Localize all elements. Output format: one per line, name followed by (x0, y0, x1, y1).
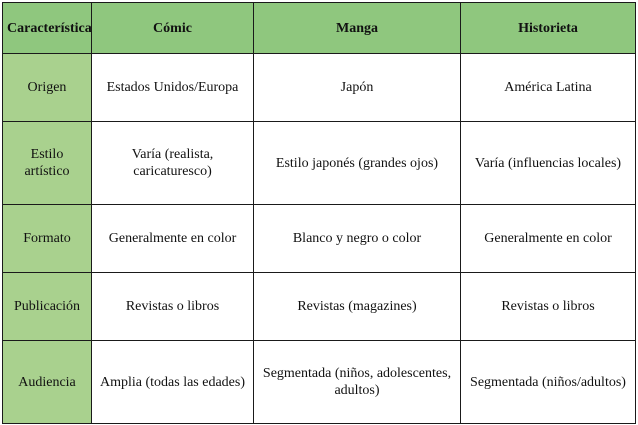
table-cell: Varía (realista, caricaturesco) (92, 122, 254, 205)
table-cell: Blanco y negro o color (254, 205, 461, 273)
table-cell: Revistas o libros (461, 273, 636, 341)
table-cell: Japón (254, 54, 461, 122)
header-cell-historieta: Historieta (461, 3, 636, 54)
table-cell: Revistas o libros (92, 273, 254, 341)
row-label-origen: Origen (3, 54, 92, 122)
row-label-publicacion: Publicación (3, 273, 92, 341)
table-cell: América Latina (461, 54, 636, 122)
table-cell: Amplia (todas las edades) (92, 341, 254, 424)
table-cell: Generalmente en color (92, 205, 254, 273)
row-label-audiencia: Audiencia (3, 341, 92, 424)
table-row (3, 205, 636, 273)
table-cell: Varía (influencias locales) (461, 122, 636, 205)
table-row (3, 54, 636, 122)
row-label-estilo-artistico: Estilo artístico (3, 122, 92, 205)
table-cell: Segmentada (niños, adolescentes, adultos) (254, 341, 461, 424)
table-cell: Revistas (magazines) (254, 273, 461, 341)
table-row (3, 122, 636, 205)
header-cell-manga: Manga (254, 3, 461, 54)
table-row (3, 341, 636, 424)
header-cell-caracteristica: Característica (3, 3, 92, 54)
table-cell: Estados Unidos/Europa (92, 54, 254, 122)
comparison-table (2, 2, 636, 424)
table-row (3, 273, 636, 341)
table-header-row (3, 3, 636, 54)
table-cell: Generalmente en color (461, 205, 636, 273)
row-label-formato: Formato (3, 205, 92, 273)
header-cell-comic: Cómic (92, 3, 254, 54)
table-cell: Segmentada (niños/adultos) (461, 341, 636, 424)
table-cell: Estilo japonés (grandes ojos) (254, 122, 461, 205)
